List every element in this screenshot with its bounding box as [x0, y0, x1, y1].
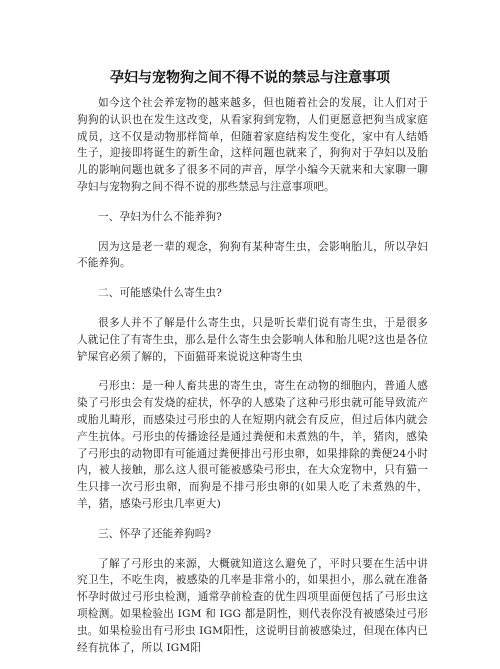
paragraph-intro: 如今这个社会养宠物的越来越多，但也随着社会的发展，让人们对于狗狗的认识也在发生这改变，从看家狗到宠物，人们更愿意把狗当成家庭成员，这不仅是动物那样简单，但随着家庭结构发生变化，家中有人结婚生子，迎接即将诞生的新生命，这样问题也就来了，狗狗对于孕妇以及胎儿的影响问题也就多了很多不同的声音，厚学小编今天就来和大家聊一聊孕妇与宠物狗之间不得不说的那些禁忌与注意事项吧。	[77, 97, 428, 193]
paragraph-section-1: 因为这是老一辈的观念，狗狗有某种寄生虫，会影响胎儿，所以孕妇不能养狗。	[77, 240, 428, 270]
section-heading-1: 一、孕妇为什么不能养狗?	[98, 210, 223, 223]
paragraph-section-3: 了解了弓形虫的来源，大概就知道这么避免了，平时只要在生活中讲究卫生，不吃生肉，被感染的几率是非常小的，如果担小，那么就在准备怀孕时做过弓形虫检测，通常孕前检查的优生四项里面便包括了弓形虫这项检测。如果检验出 IGM 和 IGG 都是阴性，则代表你没有被感染过弓形虫。如果检验出有弓形虫 IGM阳性，这说明目前被感染过，但现在体内已经有抗体了，所以 IGM阳	[77, 557, 428, 654]
section-heading-2: 二、可能感染什么寄生虫?	[98, 287, 223, 300]
paragraph-section-2: 很多人并不了解是什么寄生虫，只是听长辈们说有寄生虫，于是很多人就记住了有寄生虫，那么是什么寄生虫会影响人体和胎儿呢?这也是各位铲屎官必须了解的，下面猫哥来说说这种寄生虫	[77, 316, 428, 363]
section-heading-3: 三、怀孕了还能养狗吗?	[98, 527, 212, 540]
paragraph-toxoplasma: 弓形虫：是一种人畜共患的寄生虫，寄生在动物的细胞内，普通人感染了弓形虫会有发烧的症状，怀孕的人感染了这种弓形虫就可能导致流产或胎儿畸形，而感染过弓形虫的人在短期内就会有反应，但过后体内就会产生抗体。弓形虫的传播途径是通过粪便和未煮熟的牛，羊，猪肉，感染了弓形虫的动物即有可能通过粪便排出弓形虫卵，如果排除的粪便24小时内，被人接触，那么这人很可能被感染弓形虫，在大众宠物中，只有猫一生只排一次弓形虫卵，而狗是不排弓形虫卵的(如果人吃了未煮熟的牛，羊，猪，感染弓形虫几率更大)	[77, 380, 428, 510]
document-body	[77, 95, 428, 669]
document-title: 孕妇与宠物狗之间不得不说的禁忌与注意事项	[110, 70, 390, 86]
